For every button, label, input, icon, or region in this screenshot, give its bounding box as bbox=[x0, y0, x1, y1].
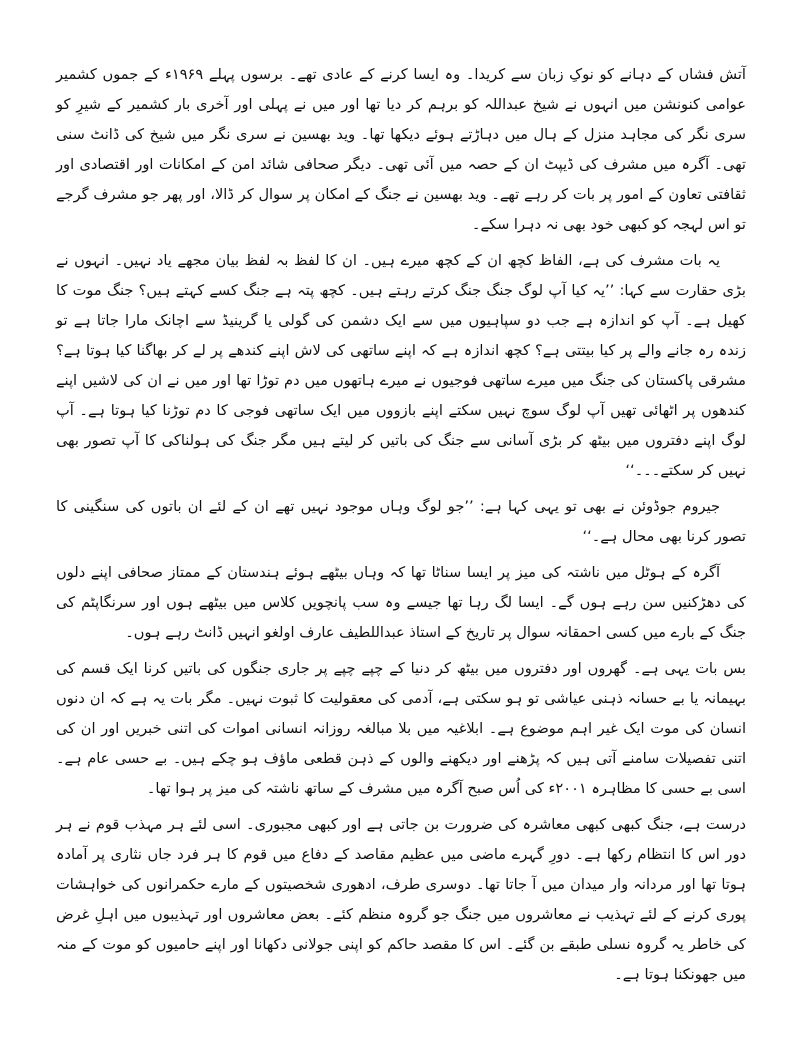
paragraph-2: یہ بات مشرف کی ہے، الفاظ کچھ ان کے کچھ میرے ہیں۔ ان کا لفظ بہ لفظ بیان مجھے یاد نہیں۔ انہوں نے بڑی حقارت سے کہا: ’’یہ کیا آپ لوگ جنگ جنگ کرتے رہتے ہیں۔ کچھ پتہ ہے جنگ کسے کہتے ہیں؟ جنگ موت کا کھیل ہے۔ آپ کو اندازہ ہے جب دو سپاہیوں میں سے ایک دشمن کی گولی یا گرینیڈ سے اچانک مارا جاتا ہے تو زندہ رہ جانے والے پر کیا بیتتی ہے؟ کچھ اندازہ ہے کہ اپنے ساتھی کی لاش اپنے کندھے پر لے کر بھاگنا کیا ہوتا ہے؟ مشرقی پاکستان کی جنگ میں میرے ساتھی فوجیوں نے میرے ہاتھوں میں دم توڑا تھا اور میں نے ان کی لاشیں اپنے کندھوں پر اٹھائی تھیں آپ لوگ سوچ نہیں سکتے اپنے بازووں میں ایک ساتھی فوجی کا دم توڑنا کیا ہوتا ہے۔ آپ لوگ اپنے دفتروں میں بیٹھ کر بڑی آسانی سے جنگ کی باتیں کر لیتے ہیں مگر جنگ کی ہولناکی کا آپ تصور بھی نہیں کر سکتے۔۔۔‘‘ bbox=[56, 252, 746, 479]
paragraph-6: درست ہے، جنگ کبھی کبھی معاشرہ کی ضرورت بن جاتی ہے اور کبھی مجبوری۔ اسی لئے ہر مہذب قوم نے ہر دور اس کا انتظام رکھا ہے۔ دورِ گہرے ماضی میں عظیم مقاصد کے دفاع میں قوم کا ہر فرد جاں نثاری پر آمادہ ہوتا تھا اور مردانہ وار میدان میں آ جاتا تھا۔ دوسری طرف، ادھوری شخصیتوں کے مارے حکمرانوں کی خواہشات پوری کرنے کے لئے تہذیب نے معاشروں میں جنگ جو گروہ منظم کئے۔ بعض معاشروں اور تہذیبوں میں اہلِ غرض کی خاطر یہ گروہ نسلی طبقے بن گئے۔ اس کا مقصد حاکم کو اپنی جولانی دکھانا اور اپنے حامیوں کو موت کے منہ میں جھونکنا ہوتا ہے۔ bbox=[56, 816, 746, 983]
paragraph-1: آتش فشاں کے دہانے کو نوکِ زبان سے کریدا۔ وہ ایسا کرنے کے عادی تھے۔ برسوں پہلے ۱۹۶۹ء کے جموں کشمیر عوامی کنونشن میں انہوں نے شیخ عبداللہ کو برہم کر دیا تھا اور میں نے پہلی اور آخری بار کشمیر کے شیرِ کو سری نگر کی مجاہد منزل کے ہال میں دہاڑتے ہوئے دیکھا تھا۔ وید بھسین نے سری نگر میں شیخ کی ڈانٹ سنی تھی۔ آگرہ میں مشرف کی ڈیپٹ ان کے حصہ میں آئی تھی۔ دیگر صحافی شائد امن کے امکانات اور اقتصادی اور ثقافتی تعاون کے امور پر بات کر رہے تھے۔ وید بھسین نے جنگ کے امکان پر سوال کر ڈالا، اور پھر جو مشرف گرجے تو اس لہجہ کو کبھی خود بھی نہ دہرا سکے۔ bbox=[56, 66, 746, 233]
paragraph-5: بس بات یہی ہے۔ گھروں اور دفتروں میں بیٹھ کر دنیا کے چپے چپے پر جاری جنگوں کی باتیں کرنا ایک قسم کی بہیمانہ یا بے حسانہ ذہنی عیاشی تو ہو سکتی ہے، آدمی کی معقولیت کا ثبوت نہیں۔ مگر بات یہ ہے کہ ان دنوں انسان کی موت ایک غیر اہم موضوع ہے۔ ابلاغیہ میں بلا مبالغہ روزانہ انسانی اموات کی اتنی خبریں اور ان کی اتنی تفصیلات سامنے آتی ہیں کہ پڑھنے اور دیکھنے والوں کے ذہن قطعی ماؤف ہو چکے ہیں۔ بے حسی عام ہے۔ اسی بے حسی کا مظاہرہ ۲۰۰۱ء کی اُس صبح آگرہ میں مشرف کے ساتھ ناشتہ کی میز پر ہوا تھا۔ bbox=[56, 660, 746, 797]
paragraph-3: جیروم جوڈوئن نے بھی تو یہی کہا ہے: ’’جو لوگ وہاں موجود نہیں تھے ان کے لئے ان باتوں کی سنگینی کا تصور کرنا بھی محال ہے۔‘‘ bbox=[56, 498, 746, 545]
body-text bbox=[56, 60, 746, 996]
paragraph-4: آگرہ کے ہوٹل میں ناشتہ کی میز پر ایسا سناٹا تھا کہ وہاں بیٹھے ہوئے ہندستان کے ممتاز صحافی اپنے دلوں کی دھڑکنیں سن رہے ہوں گے۔ ایسا لگ رہا تھا جیسے وہ سب پانچویں کلاس میں بیٹھے ہوں اور سرنگاپٹم کی جنگ کے بارے میں کسی احمقانہ سوال پر تاریخ کے استاذ عبداللطیف عارف اولغو انہیں ڈانٹ رہے ہوں۔ bbox=[56, 564, 746, 641]
